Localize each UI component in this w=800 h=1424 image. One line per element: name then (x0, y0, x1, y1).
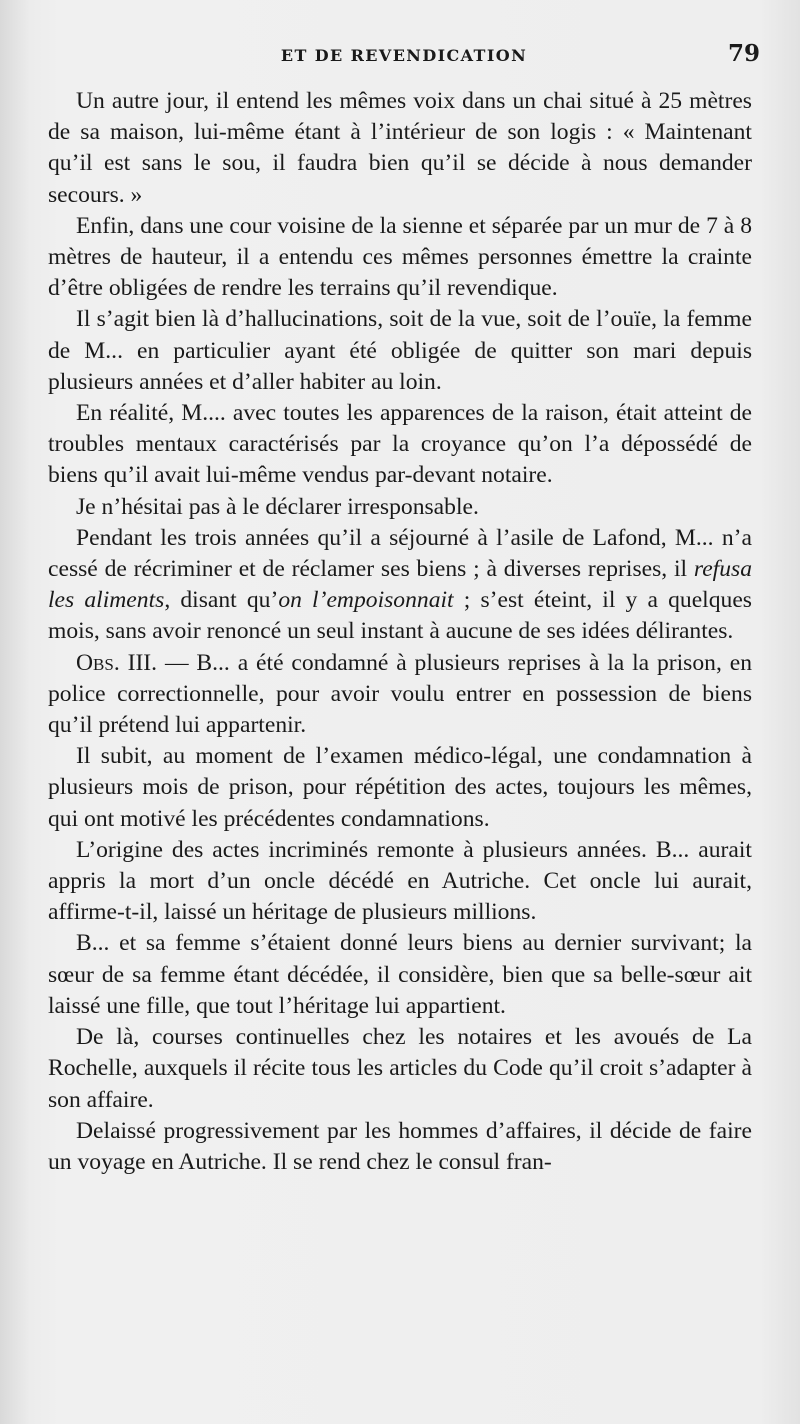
paragraph (48, 648, 752, 742)
paragraph (48, 492, 752, 523)
text-segment: B... et sa femme s’étaient donné leurs biens au dernier survivant; la sœur de sa femme étant décédée, il considère, bien que sa belle-sœur ait laissé une fille, que tout l’héritage lui appartient. (48, 930, 752, 1019)
text-segment: , disant qu’ (164, 587, 279, 614)
paragraph (48, 1022, 752, 1116)
text-segment: Un autre jour, il entend les mêmes voix dans un chai situé à 25 mètres de sa maison, lui-même étant à l’intérieur de son logis : « Maintenant qu’il est sans le sou, il faudra bien qu’il se décide à nous demander secours. » (48, 88, 752, 208)
paragraph (48, 741, 752, 835)
text-segment: Il subit, au moment de l’examen médico-légal, une condamnation à plusieurs mois de prison, pour répétition des actes, toujours les mêmes, qui ont motivé les précédentes condamnations. (48, 743, 752, 832)
observation-label: Obs. III. (76, 649, 158, 676)
paragraph (48, 835, 752, 929)
paragraph (48, 1116, 752, 1178)
text-segment: — B... a été condamné à plusieurs reprises à la la prison, en police correctionnelle, pour avoir voulu entrer en possession de biens qu’il prétend lui appartenir. (48, 649, 752, 739)
paragraph (48, 928, 752, 1022)
paragraph (48, 211, 752, 305)
running-title: ET DE REVENDICATION (280, 46, 528, 65)
paragraph (48, 86, 752, 211)
text-segment: ; s’est éteint, il y a quelques mois, sans avoir renoncé un seul instant à aucune de ses idées délirantes. (48, 587, 752, 645)
paragraph (48, 304, 752, 398)
body-text (48, 86, 752, 1178)
text-segment: L’origine des actes incriminés remonte à plusieurs années. B... aurait appris la mort d’un oncle décédé en Autriche. Cet oncle lui aurait, affirme-t-il, laissé un héritage de plusieurs millions. (48, 836, 752, 926)
page-number: 79 (727, 40, 760, 67)
paragraph (48, 523, 752, 648)
running-head (48, 40, 760, 72)
text-segment: En réalité, M.... avec toutes les apparences de la raison, était atteint de troubles mentaux caractérisés par la croyance qu’on l’a dépossédé de biens qu’il avait lui-même vendus par-devant notaire. (48, 400, 752, 489)
text-segment: Il s’agit bien là d’hallucinations, soit de la vue, soit de l’ouïe, la femme de M... en particulier ayant été obligée de quitter son mari depuis plusieurs années et d’aller habiter au loin. (48, 306, 752, 395)
text-segment: Delaissé progressivement par les hommes d’affaires, il décide de faire un voyage en Autriche. Il se rend chez le consul fran- (48, 1117, 752, 1175)
italic-text: on l’empoisonnait (278, 587, 454, 614)
italic-text: refusa les aliments (48, 556, 752, 614)
paragraph (48, 398, 752, 492)
text-segment: Pendant les trois années qu’il a séjourné à l’asile de Lafond, M... n’a cessé de récriminer et de réclamer ses biens ; à diverses reprises, il (48, 524, 752, 583)
text-segment: Je n’hésitai pas à le déclarer irresponsable. (76, 493, 479, 520)
text-segment: Enfin, dans une cour voisine de la sienne et séparée par un mur de 7 à 8 mètres de hauteur, il a entendu ces mêmes personnes émettre la crainte d’être obligées de rendre les terrains qu’il revendique. (48, 212, 752, 302)
text-segment: De là, courses continuelles chez les notaires et les avoués de La Rochelle, auxquels il récite tous les articles du Code qu’il croit s’adapter à son affaire. (48, 1024, 752, 1113)
